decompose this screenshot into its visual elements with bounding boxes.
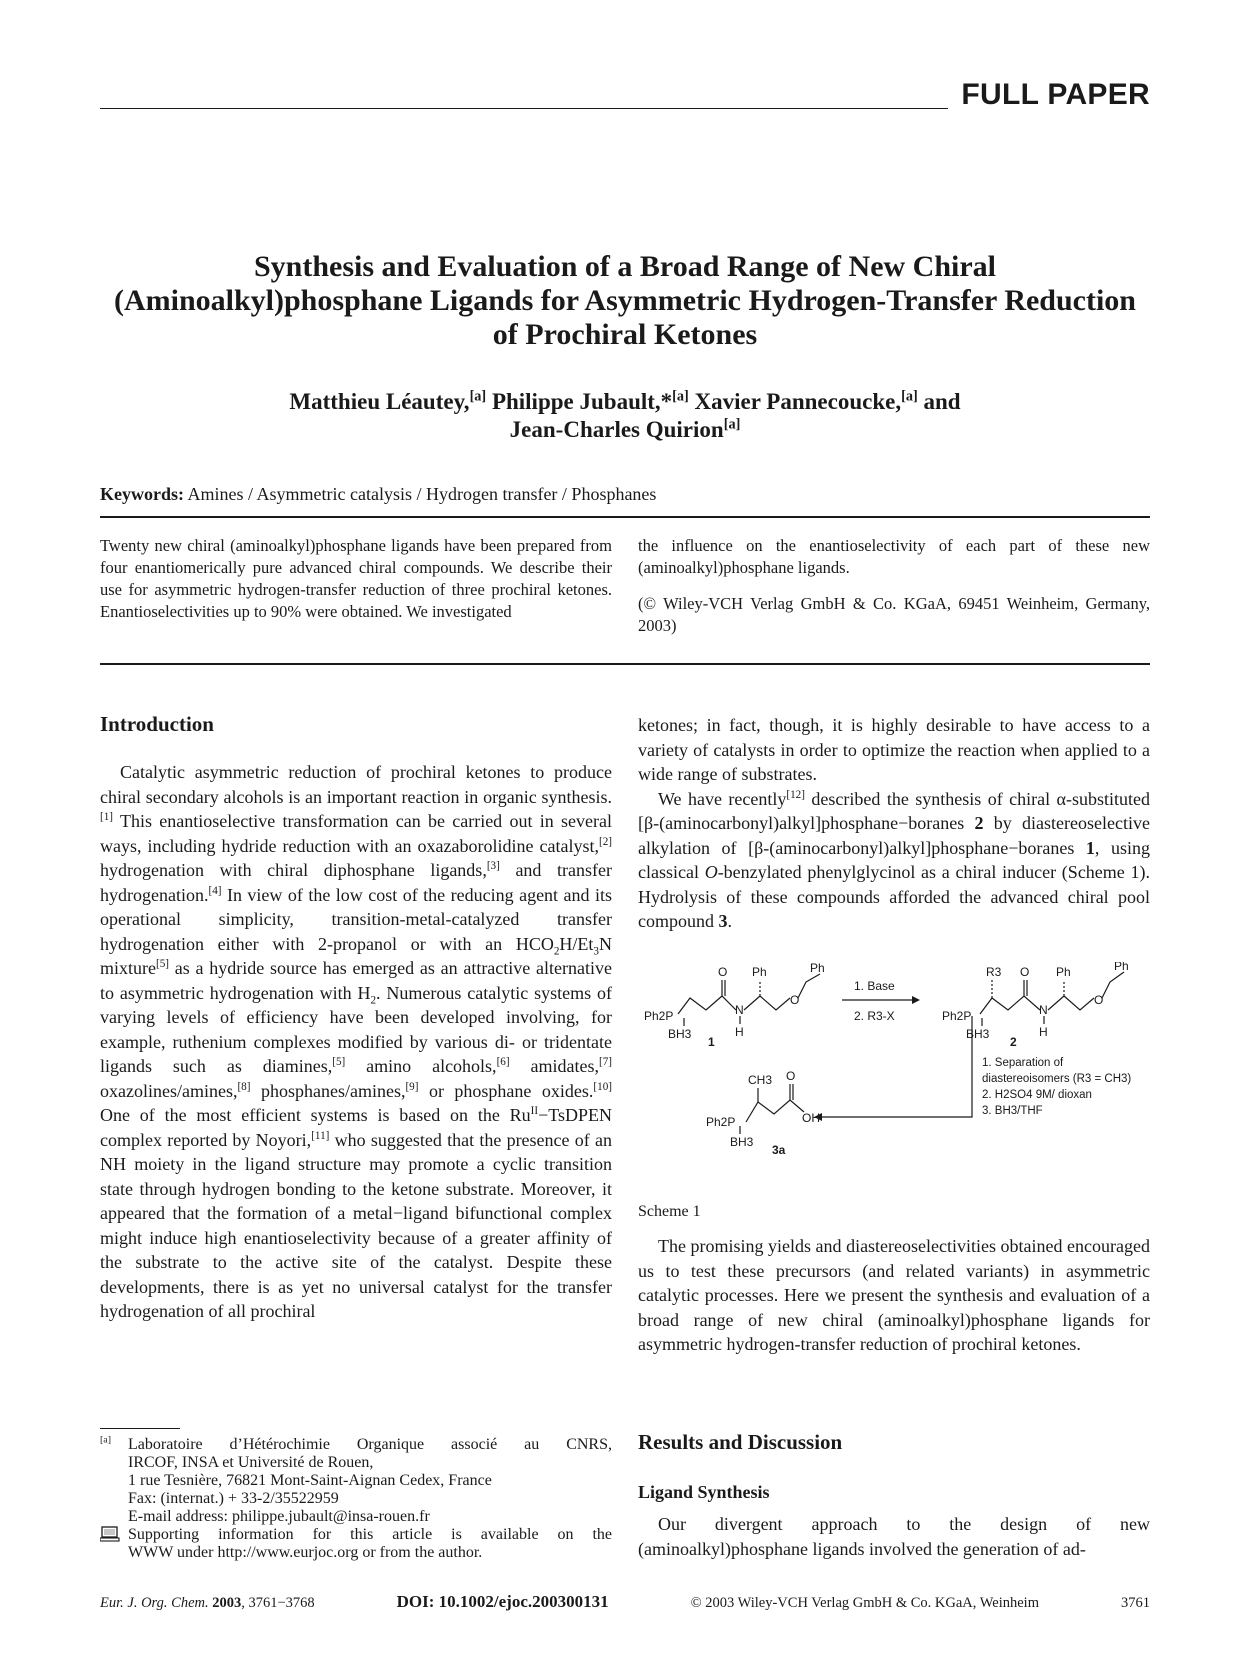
atom-label: H — [1039, 1025, 1048, 1039]
affiliation-mark: [a] — [901, 388, 918, 405]
atom-label: N — [1039, 1003, 1048, 1017]
keywords — [100, 484, 1150, 505]
compound-number: 3a — [772, 1143, 786, 1157]
footnote-rule — [100, 1428, 180, 1429]
keywords-text: Amines / Asymmetric catalysis / Hydrogen transfer / Phosphanes — [187, 484, 657, 504]
atom-label: Ph2P — [706, 1115, 736, 1129]
doi: DOI: 10.1002/ejoc.200300131 — [396, 1592, 609, 1611]
subsection-heading-ligand-synthesis: Ligand Synthesis — [638, 1482, 770, 1502]
atom-label: BH3 — [668, 1027, 692, 1041]
footer-copyright: © 2003 Wiley-VCH Verlag GmbH & Co. KGaA, Weinheim — [690, 1595, 1039, 1611]
atom-label: BH3 — [966, 1027, 990, 1041]
condition-line: 2. H2SO4 9M/ dioxan — [982, 1089, 1092, 1101]
atom-label: N — [735, 1003, 744, 1017]
footnote-line: Fax: (internat.) + 33-2/35522959 — [128, 1490, 339, 1507]
author-conjunction: and — [923, 389, 961, 414]
condition-line: 1. Separation of — [982, 1057, 1064, 1069]
title-line: of Prochiral Ketones — [492, 318, 758, 351]
atom-label: Ph — [1114, 962, 1129, 973]
page-footer — [100, 1592, 1150, 1612]
atom-label: CH3 — [748, 1073, 773, 1087]
paper-title — [100, 250, 1150, 352]
article-type-label: FULL PAPER — [961, 78, 1150, 111]
intro-body — [100, 760, 612, 1324]
condition-line: 3. BH3/THF — [982, 1105, 1043, 1117]
footnote-line: Laboratoire d’Hétérochimie Organique associé au CNRS, — [128, 1436, 612, 1453]
results-body — [638, 1512, 1150, 1561]
atom-label: Ph — [752, 965, 767, 979]
paragraph: Our divergent approach to the design of new (aminoalkyl)phosphane ligands involved the generation of ad- — [638, 1514, 1150, 1559]
author-name: Philippe Jubault,* — [491, 389, 673, 414]
atom-label: O — [1094, 993, 1104, 1007]
intro-body-continued — [638, 713, 1150, 934]
title-line: (Aminoalkyl)phosphane Ligands for Asymmetric Hydrogen-Transfer Reduction — [113, 284, 1136, 317]
atom-label: O — [1020, 965, 1030, 979]
reagent-label: 2. R3-X — [854, 1009, 895, 1023]
journal-citation: Eur. J. Org. Chem. 2003, 3761−3768 — [100, 1595, 315, 1611]
page-number: 3761 — [1120, 1595, 1150, 1611]
computer-icon — [100, 1526, 120, 1542]
header-rule — [100, 108, 948, 109]
footnote-mark: [a] — [100, 1434, 111, 1446]
abstract-top-rule — [100, 516, 1150, 518]
author-name: Xavier Pannecoucke, — [694, 389, 902, 414]
atom-label: O — [718, 965, 728, 979]
abstract-right — [638, 535, 1150, 651]
author-name: Jean-Charles Quirion — [509, 417, 724, 442]
compound-number: 1 — [708, 1035, 715, 1049]
compound-number: 2 — [1010, 1035, 1017, 1049]
title-line: Synthesis and Evaluation of a Broad Range of New Chiral — [253, 250, 997, 283]
intro-paragraph: Catalytic asymmetric reduction of prochiral ketones to produce chiral secondary alcohols is an important reaction in organic synthesis.[1] This enantioselective transformation can be carried out in several ways, including hydride reduction with an oxazaborolidine catalyst,[2] hydrogenation with chiral diphosphane ligands,[3] and transfer hydrogenation.[4] In view of the low cost of the reducing agent and its operational simplicity, transition-metal-catalyzed transfer hydrogenation either with 2-propanol or with an $HCO_2H/Et_3N$ mixture[5] as a hydride source has emerged as an attractive alternative to asymmetric hydrogenation with $H_2$. Numerous catalytic systems of varying levels of efficiency have been developed involving, for example, ruthenium complexes modified by various di- or tridentate ligands such as diamines,[5] amino alcohols,[6] amidates,[7] oxazolines/amines,[8] phosphanes/amines,[9] or phosphane oxides.[10] One of the most efficient systems is based on the $Ru^{II}-TsDPEN$ complex reported by Noyori,[11] who suggested that the presence of an NH moiety in the ligand structure may promote a cyclic transition state through hydrogen bonding to the ketone substrate. Moreover, it appeared that the formation of a metal−ligand bifunctional complex might induce high enantioselectivity because of a greater affinity of the substrate to the active site of the catalyst. Despite these developments, there is as yet no universal catalyst for the transfer hydrogenation of all prochiral — [100, 762, 613, 1321]
section-heading-introduction: Introduction — [100, 712, 214, 736]
atom-label: Ph2P — [942, 1009, 972, 1023]
intro-closing — [638, 1234, 1150, 1357]
paragraph: We have recently[12] described the synthesis of chiral α-substituted [β-(aminocarbonyl)alkyl]phosphane−boranes 2 by diastereoselective alkylation of [β-(aminocarbonyl)alkyl]phosphane−boranes 1, using classical O-benzylated phenylglycinol as a chiral inducer (Scheme 1). Hydrolysis of these compounds afforded the advanced chiral pool compound 3. — [638, 788, 1150, 931]
atom-label: H — [735, 1025, 744, 1039]
abstract-bottom-rule — [100, 663, 1150, 665]
author-list — [100, 388, 1150, 444]
footnote-line: IRCOF, INSA et Université de Rouen, — [128, 1454, 374, 1471]
condition-line: diastereoisomers (R3 = CH3) — [982, 1073, 1132, 1085]
footnote-line: Supporting information for this article is available on the — [128, 1526, 612, 1543]
footnote-line: 1 rue Tesnière, 76821 Mont-Saint-Aignan Cedex, France — [128, 1472, 492, 1489]
atom-label: BH3 — [730, 1135, 754, 1149]
section-heading-results: Results and Discussion — [638, 1430, 843, 1454]
paragraph: ketones; in fact, though, it is highly desirable to have access to a variety of catalysts in order to optimize the reaction when applied to a wide range of substrates. — [638, 715, 1150, 784]
author-name: Matthieu Léautey, — [289, 389, 470, 414]
affiliation-footnote — [100, 1436, 612, 1562]
affiliation-mark: [a] — [469, 388, 487, 405]
scheme-caption: Scheme 1 — [638, 1203, 701, 1220]
atom-label: O — [786, 1069, 796, 1083]
abstract-text: the influence on the enantioselectivity of each part of these new (aminoalkyl)phosphane ligands. — [638, 536, 1150, 577]
abstract-copyright: (© Wiley-VCH Verlag GmbH & Co. KGaA, 69451 Weinheim, Germany, 2003) — [638, 594, 1150, 635]
atom-label: Ph — [810, 962, 825, 975]
keywords-label: Keywords: — [100, 484, 184, 504]
affiliation-mark: [a] — [672, 388, 689, 405]
scheme-1-diagram — [636, 962, 1152, 1182]
footnote-line: WWW under http://www.eurjoc.org or from the author. — [128, 1544, 483, 1561]
atom-label: Ph — [1056, 965, 1071, 979]
reagent-label: 1. Base — [854, 979, 895, 993]
paragraph: The promising yields and diastereoselectivities obtained encouraged us to test these precursors (and related variants) in asymmetric catalytic processes. Here we present the synthesis and evaluation of a broad range of new chiral (aminoalkyl)phosphane ligands for asymmetric hydrogen-transfer reduction of prochiral ketones. — [638, 1236, 1150, 1354]
atom-label: R3 — [986, 965, 1002, 979]
atom-label: OH — [802, 1111, 820, 1125]
affiliation-mark: [a] — [723, 416, 741, 433]
abstract-left: Twenty new chiral (aminoalkyl)phosphane ligands have been prepared from four enantiomerically pure advanced chiral compounds. We describe their use for asymmetric hydrogen-transfer reduction of three prochiral ketones. Enantioselectivities up to 90% were obtained. We investigated — [100, 536, 612, 621]
atom-label: Ph2P — [644, 1009, 674, 1023]
footnote-line: E-mail address: philippe.jubault@insa-rouen.fr — [128, 1508, 430, 1525]
atom-label: O — [790, 993, 800, 1007]
